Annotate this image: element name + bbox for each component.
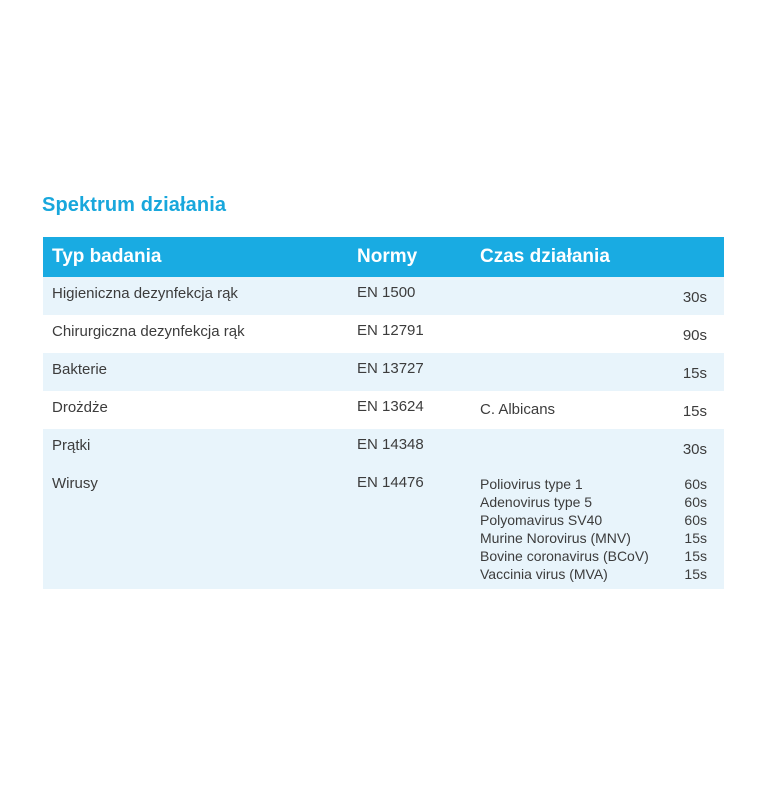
row-time: 15s — [682, 365, 707, 382]
virus-item — [480, 565, 707, 583]
virus-item — [480, 511, 707, 529]
virus-time: 15s — [684, 566, 707, 582]
header-type: Typ badania — [52, 246, 162, 267]
row-type: Wirusy — [52, 475, 98, 492]
row-norm: EN 12791 — [357, 322, 424, 339]
row-norm: EN 13624 — [357, 398, 424, 415]
virus-name: Murine Norovirus (MNV) — [480, 530, 631, 546]
table-row-viruses — [43, 467, 724, 589]
row-norm: EN 13727 — [357, 360, 424, 377]
spectrum-table — [43, 237, 724, 589]
virus-time: 60s — [684, 494, 707, 510]
table-row — [43, 353, 724, 391]
virus-name: Poliovirus type 1 — [480, 476, 583, 492]
virus-name: Vaccinia virus (MVA) — [480, 566, 608, 582]
table-row — [43, 277, 724, 315]
virus-list — [480, 475, 707, 583]
table-row — [43, 429, 724, 467]
row-time: 15s — [682, 403, 707, 420]
table-header — [43, 237, 724, 277]
virus-item — [480, 547, 707, 565]
virus-item — [480, 475, 707, 493]
virus-time: 60s — [684, 476, 707, 492]
row-type: Bakterie — [52, 361, 108, 378]
row-type: Higieniczna dezynfekcja rąk — [52, 285, 238, 302]
row-time: 30s — [682, 441, 707, 458]
row-type: Drożdże — [52, 399, 108, 416]
header-time: Czas działania — [480, 246, 610, 267]
virus-name: Polyomavirus SV40 — [480, 512, 603, 528]
row-norm: EN 14348 — [357, 436, 424, 453]
row-norm: EN 14476 — [357, 474, 424, 491]
section-title: Spektrum działania — [42, 194, 227, 216]
row-time: 30s — [682, 289, 707, 306]
table-row — [43, 315, 724, 353]
virus-time: 60s — [684, 512, 707, 528]
row-norm: EN 1500 — [357, 284, 416, 301]
row-time: 90s — [682, 327, 707, 344]
virus-name: Adenovirus type 5 — [480, 494, 593, 510]
row-type: Prątki — [52, 437, 91, 454]
virus-item — [480, 529, 707, 547]
virus-time: 15s — [684, 548, 707, 564]
virus-time: 15s — [684, 530, 707, 546]
table-row — [43, 391, 724, 429]
row-type: Chirurgiczna dezynfekcja rąk — [52, 323, 245, 340]
virus-name: Bovine coronavirus (BCoV) — [480, 548, 649, 564]
header-norm: Normy — [357, 246, 418, 267]
virus-item — [480, 493, 707, 511]
row-organism: C. Albicans — [480, 401, 556, 418]
